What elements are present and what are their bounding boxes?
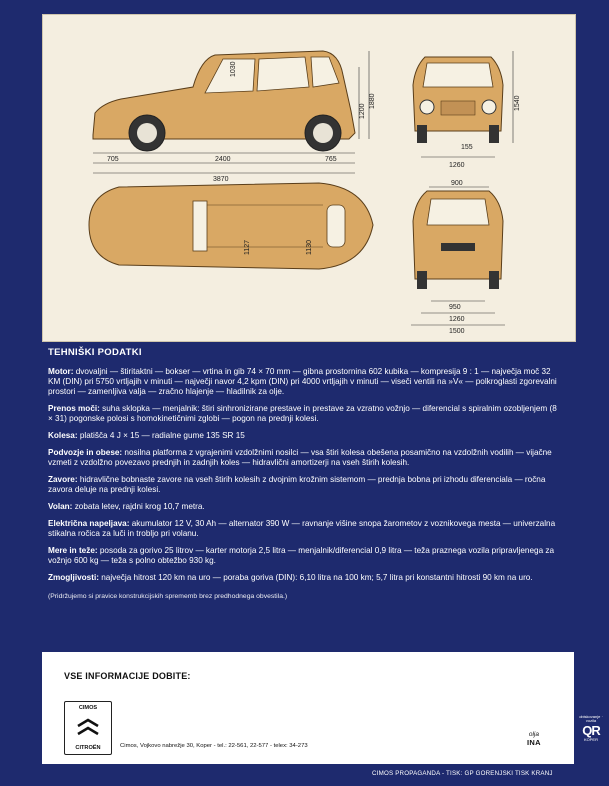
- dim-front-height: 1540: [514, 95, 521, 111]
- cimos-citroen-logo: [64, 701, 112, 755]
- spec-electrical: Električna napeljava: akumulator 12 V, 30 Ah — alternator 390 W — ravnanje višine snopa žarometov z voznikovega mesta — univerzalna stikalna ročica za luči in trobljo pri volanu.: [48, 518, 556, 538]
- side-view-drawing: [93, 51, 376, 183]
- qr-mark: [578, 715, 604, 765]
- rear-view-drawing: [411, 180, 505, 335]
- spec-motor: Motor: dvovaljni — štiritaktni — bokser — vrtina in gib 74 × 70 mm — gibna prostornina 602 kubika — kompresija 9 : 1 — največja moč 32 KM (DIN) pri 5750 vrtljajih v minuti — največji navor 4,2 kpm (DIN) pri 4000 vrtljajih v minuti — viseči ventili na »V« — polkroglasti zgorevalni prostori — zamenljiva valja — zračno hlajenje — hladilnik za olje.: [48, 366, 557, 396]
- top-view-drawing: [89, 183, 373, 269]
- technical-specs: [48, 347, 560, 601]
- car-drawings: [43, 15, 575, 341]
- spec-steering: Volan: zobata letev, rajdni krog 10,7 metra.: [48, 501, 205, 511]
- qr-letters: QR: [582, 723, 600, 739]
- dim-top-width-rear: 1130: [306, 239, 313, 255]
- dim-height: 1880: [369, 93, 376, 109]
- technical-drawings-panel: [42, 14, 576, 342]
- dim-ground-clearance: 155: [461, 144, 473, 151]
- spec-dimensions-weights: Mere in teže: posoda za gorivo 25 litrov — karter motorja 2,5 litra — menjalnik/diferencial 0,9 litra — teža praznega vozila pripravljenega za vožnjo 600 kg — teža s polno obtežbo 930 kg.: [48, 545, 555, 565]
- printer-credit: CIMOS PROPAGANDA - TISK: GP GORENJSKI TISK KRANJ: [372, 770, 553, 777]
- info-heading: VSE INFORMACIJE DOBITE:: [64, 671, 191, 681]
- spec-brakes: Zavore: hidravlične bobnaste zavore na vseh štirih kolesih z dvojnim krožnim sistemom — prednja bobna pri izhodu diferenciala — ročna zavora deluje na prednji kolesi.: [48, 474, 546, 494]
- dim-rear-width: 1500: [449, 328, 465, 335]
- disclaimer-note: (Pridržujemo si pravice konstrukcijskih sprememb brez predhodnega obvestila.): [48, 592, 288, 600]
- spec-transmission: Prenos moči: suha sklopka — menjalnik: štiri sinhronizirane prestave in prestave za vzratno vožnjo — diferencial s spiralnim ozobljenjem (8 × 31) pogonske polosi s homokinetičnimi zglobi — pogon na prednji kolesi.: [48, 403, 557, 423]
- dim-length: 3870: [213, 176, 229, 183]
- logo-text-citroen: CITROËN: [75, 745, 101, 751]
- dim-top-width-front: 1127: [244, 239, 251, 255]
- spec-chassis: Podvozje in obese: nosilna platforma z vgrajenimi vzdolžnimi nosilci — vsa štiri kolesa obešena posamično na vzdolžnih vodilih — vijačne vzmeti z vzdolžno povezavo prednjih in zadnjih koles — hidravlični amortizerji na vseh štirih kolesih.: [48, 447, 552, 467]
- dim-front-track: 1260: [449, 162, 465, 169]
- info-box: [42, 652, 574, 764]
- ina-small-text: olja: [528, 731, 539, 738]
- dim-rear-top-width: 900: [451, 180, 463, 187]
- citroen-chevrons-icon: [76, 716, 100, 738]
- ina-name: INA: [527, 737, 541, 747]
- dim-door-height: 1200: [359, 103, 366, 119]
- dim-rear-inner-width: 950: [449, 304, 461, 311]
- dim-rear-track: 1260: [449, 316, 465, 323]
- spec-performance: Zmogljivosti: največja hitrost 120 km na uro — poraba goriva (DIN): 6,10 litra na 100 km; 5,7 litra pri konstantni hitrosti 90 km na uro.: [48, 572, 533, 582]
- dim-interior-height: 1030: [230, 61, 237, 77]
- spec-wheels: Kolesa: platišča 4 J × 15 — radialne gume 135 SR 15: [48, 430, 245, 440]
- specs-title: TEHNIŠKI PODATKI: [48, 347, 142, 358]
- front-view-drawing: [413, 51, 521, 169]
- dim-front-overhang: 705: [107, 156, 119, 163]
- contact-address: Cimos, Vojkovo nabrežje 30, Koper - tel.: 22-561, 22-577 - telex: 34-273: [120, 743, 308, 749]
- qr-small-text: obiskovanje · vozila: [579, 714, 603, 724]
- ina-logo: [527, 732, 541, 747]
- dim-wheelbase: 2400: [215, 156, 231, 163]
- logo-text-cimos: CIMOS: [78, 705, 98, 711]
- qr-bottom-text: KOPER: [583, 737, 598, 743]
- dim-rear-overhang: 765: [325, 156, 337, 163]
